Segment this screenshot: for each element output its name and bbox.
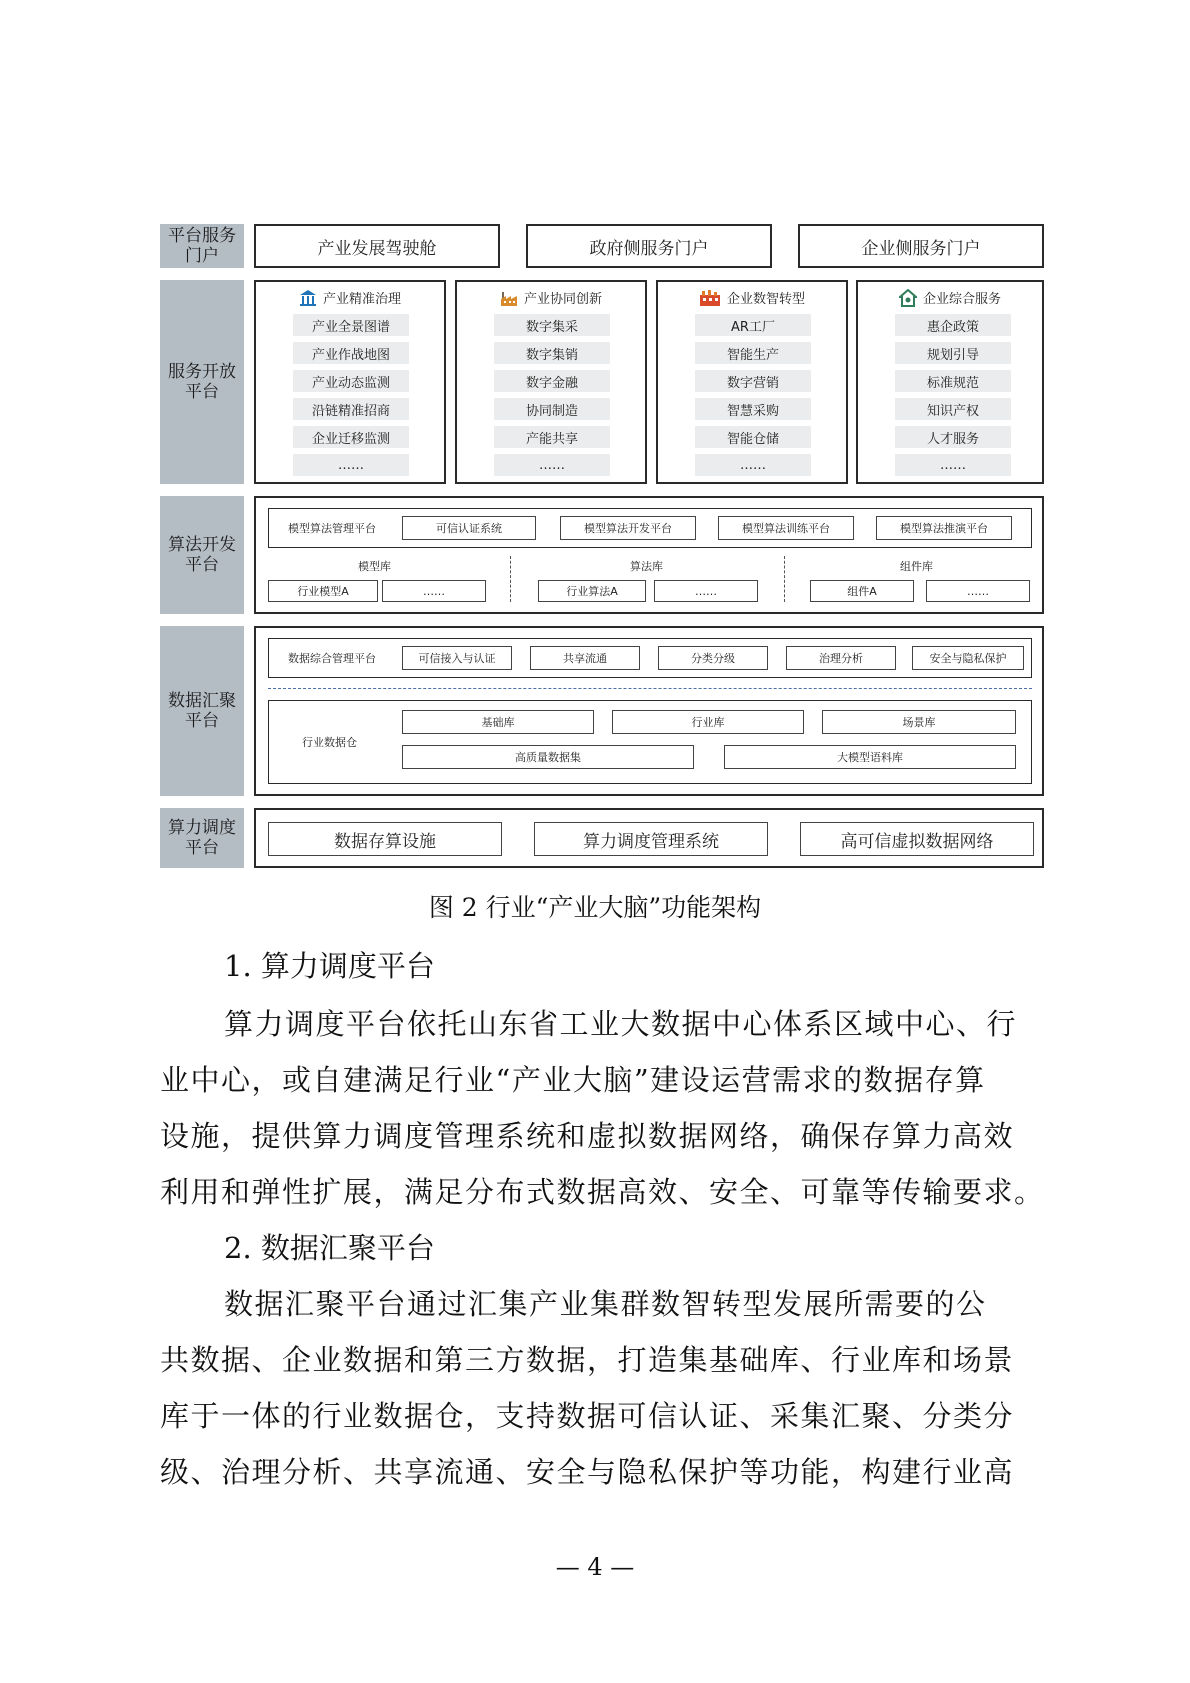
data-divider: [268, 688, 1032, 689]
layer-label-portal: 平台服务 门户: [160, 224, 244, 268]
algorithm-group-box: 行业算法A: [538, 580, 646, 602]
warehouse-box: 基础库: [402, 710, 594, 734]
service-item: 规划引导: [895, 342, 1011, 364]
algorithm-top-box: 模型算法推演平台: [876, 516, 1012, 540]
service-item: 企业迁移监测: [293, 426, 409, 448]
digital-factory-icon: [699, 289, 721, 307]
warehouse-box: 行业库: [612, 710, 804, 734]
data-top-box: 可信接入与认证: [402, 646, 512, 670]
data-top-box: 治理分析: [786, 646, 896, 670]
service-item: ……: [293, 454, 409, 476]
service-item: 数字集销: [494, 342, 610, 364]
warehouse-box: 高质量数据集: [402, 745, 694, 769]
group-divider: [784, 556, 785, 602]
compute-box: 数据存算设施: [268, 822, 502, 856]
service-item: AR工厂: [695, 314, 811, 336]
group-divider: [510, 556, 511, 602]
layer-label-service: 服务开放 平台: [160, 280, 244, 484]
data-top-box: 安全与隐私保护: [912, 646, 1024, 670]
algorithm-group-title: 算法库: [630, 560, 663, 573]
layer-label-data: 数据汇聚 平台: [160, 626, 244, 796]
figure-caption: 图 2 行业“产业大脑”功能架构: [428, 893, 762, 922]
service-item: 标准规范: [895, 370, 1011, 392]
government-building-icon: [299, 289, 317, 307]
service-item: 产业作战地图: [293, 342, 409, 364]
algorithm-top-box: 模型算法开发平台: [560, 516, 696, 540]
algorithm-group-box: ……: [926, 580, 1030, 602]
service-item: ……: [494, 454, 610, 476]
algorithm-group-title: 模型库: [358, 560, 391, 573]
service-column-title: 产业精准治理: [322, 292, 401, 307]
warehouse-box: 大模型语料库: [724, 745, 1016, 769]
compute-box: 高可信虚拟数据网络: [800, 822, 1034, 856]
service-item: 数字集采: [494, 314, 610, 336]
service-item: 智能生产: [695, 342, 811, 364]
algorithm-group-title: 组件库: [900, 560, 933, 573]
service-item: 产业全景图谱: [293, 314, 409, 336]
service-column: [856, 280, 1044, 484]
section-heading: 1. 算力调度平台: [224, 949, 435, 983]
service-column: [254, 280, 446, 484]
paragraph-line: 设施，提供算力调度管理系统和虚拟数据网络，确保存算力高效: [160, 1119, 1015, 1153]
service-item: 惠企政策: [895, 314, 1011, 336]
paragraph-line: 共数据、企业数据和第三方数据，打造集基础库、行业库和场景: [160, 1343, 1015, 1377]
data-top-box: 分类分级: [658, 646, 768, 670]
paragraph-line: 利用和弹性扩展，满足分布式数据高效、安全、可靠等传输要求。: [160, 1175, 1045, 1209]
paragraph-line: 业中心，或自建满足行业“产业大脑”建设运营需求的数据存算: [160, 1063, 986, 1097]
warehouse-box: 场景库: [822, 710, 1016, 734]
service-item: ……: [695, 454, 811, 476]
service-item: 数字金融: [494, 370, 610, 392]
algorithm-group-box: 组件A: [810, 580, 914, 602]
algorithm-top-box: 可信认证系统: [402, 516, 536, 540]
paragraph-line: 数据汇聚平台通过汇集产业集群数智转型发展所需要的公: [224, 1287, 987, 1321]
service-item: ……: [895, 454, 1011, 476]
page-number: — 4 —: [555, 1553, 635, 1581]
warehouse-label: 行业数据仓: [302, 736, 357, 749]
service-item: 智慧采购: [695, 398, 811, 420]
service-item: 知识产权: [895, 398, 1011, 420]
algorithm-mgmt-label: 模型算法管理平台: [288, 522, 376, 535]
service-item: 人才服务: [895, 426, 1011, 448]
data-top-box: 共享流通: [530, 646, 640, 670]
service-column-title: 企业综合服务: [922, 292, 1001, 307]
factory-icon: [500, 289, 518, 307]
portal-industry-cockpit: 产业发展驾驶舱: [254, 224, 500, 268]
algorithm-group-box: ……: [382, 580, 486, 602]
paragraph-line: 级、治理分析、共享流通、安全与隐私保护等功能，构建行业高: [160, 1455, 1015, 1489]
paragraph-line: 算力调度平台依托山东省工业大数据中心体系区域中心、行: [224, 1007, 1018, 1041]
portal-government-side: 政府侧服务门户: [526, 224, 772, 268]
service-column-title: 产业协同创新: [523, 292, 602, 307]
service-column: [656, 280, 848, 484]
layer-label-algorithm: 算法开发 平台: [160, 496, 244, 614]
service-item: 智能仓储: [695, 426, 811, 448]
service-item: 数字营销: [695, 370, 811, 392]
section-heading: 2. 数据汇聚平台: [224, 1231, 435, 1265]
service-house-icon: [899, 289, 917, 307]
service-item: 产业动态监测: [293, 370, 409, 392]
layer-label-compute: 算力调度 平台: [160, 808, 244, 868]
data-mgmt-label: 数据综合管理平台: [288, 652, 376, 665]
service-item: 沿链精准招商: [293, 398, 409, 420]
compute-box: 算力调度管理系统: [534, 822, 768, 856]
service-item: 协同制造: [494, 398, 610, 420]
portal-enterprise-side: 企业侧服务门户: [798, 224, 1044, 268]
service-item: 产能共享: [494, 426, 610, 448]
algorithm-group-box: ……: [654, 580, 758, 602]
service-column-title: 企业数智转型: [726, 292, 805, 307]
algorithm-group-box: 行业模型A: [268, 580, 378, 602]
algorithm-top-box: 模型算法训练平台: [718, 516, 854, 540]
service-column: [455, 280, 647, 484]
paragraph-line: 库于一体的行业数据仓，支持数据可信认证、采集汇聚、分类分: [160, 1399, 1015, 1433]
